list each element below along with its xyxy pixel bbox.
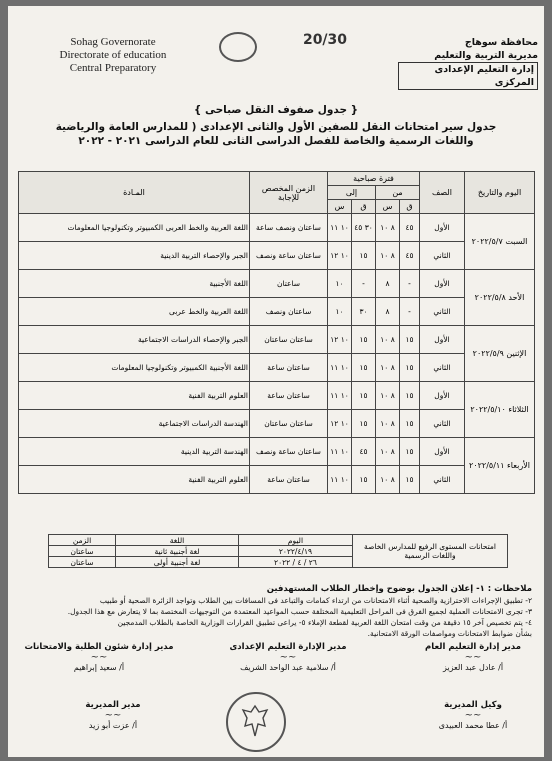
class-cell: الثاني	[420, 466, 465, 494]
exam-schedule-table	[18, 171, 535, 494]
notes-line: ٣- تجرى الامتحانات العملية لجميع الفرق فى المراحل التعليمية المختلفة حسب المواعيد المعتمدة من التوجيهات المختصة بما لا يتعارض مع هذا الجدول.	[67, 607, 532, 616]
vision-logo	[290, 32, 360, 48]
subject-cell: الهندسة التربية الدينية	[19, 438, 250, 466]
table-row	[19, 410, 535, 438]
header-en-line: Central Preparatory	[69, 62, 157, 74]
from-hour-cell: ٨ ١٠	[376, 438, 400, 466]
note-cell: ٢٦ / ٤ / ٢٠٢٢	[238, 557, 352, 568]
from-hour-cell: ٨ ١٠	[376, 382, 400, 410]
col-subject: المـادة	[19, 172, 250, 214]
day-date-cell: الإثنين ٢٠٢٢/٥/٩	[465, 326, 535, 382]
notes-section	[22, 584, 532, 639]
to-minute-cell: ١٥	[352, 410, 376, 438]
class-cell: الأول	[420, 326, 465, 354]
note-cell: ساعتان	[49, 546, 116, 557]
duration-cell: ساعتان ساعتان	[250, 410, 328, 438]
day-date-cell: الثلاثاء ٢٠٢٢/٥/١٠	[465, 382, 535, 438]
class-cell: الأول	[420, 214, 465, 242]
header-en-line: Directorate of education	[59, 49, 167, 61]
from-minute-cell: ١٥	[400, 410, 420, 438]
notes-line-1	[22, 584, 532, 595]
note-cell: لغة أجنبية أولى	[116, 557, 239, 568]
to-hour-cell: ١٠ ١٢	[328, 242, 352, 270]
duration-cell: ساعتان ساعة ونصف	[250, 242, 328, 270]
table-row	[19, 214, 535, 242]
to-hour-cell: ١٠ ١٢	[328, 410, 352, 438]
table-row	[19, 270, 535, 298]
to-hour-cell: ١٠	[328, 270, 352, 298]
signature-role: مدير المديرية	[85, 700, 141, 710]
from-hour-cell: ٨ ١٠	[376, 354, 400, 382]
to-hour-cell: ١٠ ١١	[328, 214, 352, 242]
signature-exams	[14, 642, 184, 672]
doc-title: { جدول صفوف النقل صباحى }	[193, 104, 359, 116]
duration-cell: ساعتان ونصف	[250, 298, 328, 326]
to-minute-cell: ٤٥	[352, 438, 376, 466]
notes-line: ٢- تطبيق الإجراءات الاحترازية والصحية أثناء الامتحانات من ارتداء كمامات والتباعد فى المسافات بين الطلاب وتواجد الزائرة الصحية أو طبيب	[99, 596, 532, 605]
header-english	[48, 36, 178, 75]
signature-name: أ/ سلامية عبد الواحد الشريف	[240, 663, 336, 672]
to-minute-cell: ١٥	[352, 382, 376, 410]
day-date-cell: الأربعاء ٢٠٢٢/٥/١١	[465, 438, 535, 494]
signature-deputy	[408, 700, 538, 730]
signature-scribble: ~~	[279, 652, 297, 663]
table-row	[19, 354, 535, 382]
signature-role: مدير إدارة شئون الطلبة والامتحانات	[24, 642, 174, 652]
col-to-hr: س	[328, 200, 352, 214]
header-ar-line: محافظة سوهاج	[464, 37, 538, 48]
subject-cell: اللغة العربية والخط العربى الكمبيوتر وتكنولوجيا المعلومات	[19, 214, 250, 242]
duration-cell: ساعتان ساعة ونصف	[250, 438, 328, 466]
table-row	[19, 438, 535, 466]
subject-cell: اللغة العربية والخط عربى	[19, 298, 250, 326]
table-row	[19, 382, 535, 410]
to-hour-cell: ١٠ ١١	[328, 354, 352, 382]
subject-cell: الجبر والإحصاء التربية الدينية	[19, 242, 250, 270]
notes-line: ٤- يتم تخصيص آخر ١٥ دقيقة من وقت امتحان اللغة العربية لقطعة الإملاء ٥- يراعى تطبيق القرارات الوزارية الخاصة بالطلاب المدمجين	[117, 618, 532, 627]
duration-cell: ساعتان ساعة	[250, 382, 328, 410]
class-cell: الأول	[420, 270, 465, 298]
eagle-emblem-icon	[240, 704, 270, 738]
to-minute-cell: ١٥	[352, 326, 376, 354]
to-hour-cell: ١٠ ١٢	[328, 326, 352, 354]
document-page	[8, 6, 544, 757]
vision-logo-text: 20/30	[302, 32, 348, 48]
from-hour-cell: ٨ ١٠	[376, 410, 400, 438]
duration-cell: ساعتان	[250, 270, 328, 298]
header-en-line: Sohag Governorate	[70, 36, 156, 48]
signature-name: أ/ عطا محمد العبيدى	[438, 721, 508, 730]
official-seal	[226, 692, 286, 752]
note-col-day: اليوم	[238, 535, 352, 546]
ministry-logo	[213, 32, 263, 62]
duration-cell: ساعتان ساعتان	[250, 326, 328, 354]
note-col-lang: اللغة	[116, 535, 239, 546]
table-row	[19, 326, 535, 354]
high-level-exams-table	[48, 534, 508, 568]
day-date-cell: السبت ٢٠٢٢/٥/٧	[465, 214, 535, 270]
col-from-min: ق	[400, 200, 420, 214]
class-cell: الأول	[420, 382, 465, 410]
note-cell: لغة أجنبية ثانية	[116, 546, 239, 557]
col-from-hr: س	[376, 200, 400, 214]
ministry-emblem-icon	[219, 32, 257, 62]
from-hour-cell: ٨	[376, 270, 400, 298]
notes-text: ١- إعلان الجدول بوضوح وإخطار الطلاب المستهدفين	[266, 584, 485, 594]
signature-role: مدير الإدارة التعليم الإعدادى	[229, 642, 347, 652]
signature-scribble: ~~	[464, 652, 482, 663]
doc-subtitle: جدول سير امتحانات النقل للصفين الأول والثانى الإعدادى ( للمدارس العامة والرياضية واللغات الرسمية والخاصة للفصل الدراسى الثانى للعام الدراسى ٢٠٢١ - ٢٠٢٢	[55, 121, 497, 147]
signature-director	[38, 700, 188, 730]
from-minute-cell: ١٥	[400, 354, 420, 382]
from-minute-cell: ٤٥	[400, 214, 420, 242]
to-hour-cell: ١٠ ١١	[328, 438, 352, 466]
class-cell: الأول	[420, 438, 465, 466]
table-row	[19, 242, 535, 270]
note-cell: ساعتان	[49, 557, 116, 568]
notes-label: ملاحظات :	[487, 584, 532, 594]
subject-cell: العلوم التربية الفنية	[19, 382, 250, 410]
day-date-cell: الأحد ٢٠٢٢/٥/٨	[465, 270, 535, 326]
from-hour-cell: ٨ ١٠	[376, 214, 400, 242]
from-hour-cell: ٨ ١٠	[376, 242, 400, 270]
note-cell: ٢٠٢٢/٤/١٩	[238, 546, 352, 557]
signature-name: أ/ عادل عبد العزيز	[442, 663, 504, 672]
from-hour-cell: ٨ ١٠	[376, 326, 400, 354]
header-arabic	[398, 36, 538, 90]
duration-cell: ساعتان ساعة	[250, 466, 328, 494]
to-minute-cell: ١٥	[352, 354, 376, 382]
col-from: من	[376, 186, 420, 200]
table-row	[19, 466, 535, 494]
subject-cell: اللغة الأجنبية	[19, 270, 250, 298]
table-row	[19, 298, 535, 326]
from-minute-cell: -	[400, 270, 420, 298]
signature-prep-ed	[208, 642, 368, 672]
notes-line: بشأن ضوابط الامتحانات ومواصفات الورقة الامتحانية.	[367, 629, 532, 638]
signature-scribble: ~~	[90, 652, 108, 663]
class-cell: الثاني	[420, 410, 465, 438]
class-cell: الثاني	[420, 298, 465, 326]
signature-role: وكيل المديرية	[444, 700, 502, 710]
duration-cell: ساعتان ونصف ساعة	[250, 214, 328, 242]
signature-name: أ/ سعيد إبراهيم	[73, 663, 125, 672]
from-minute-cell: -	[400, 298, 420, 326]
header-ar-line: مديرية التربية والتعليم	[434, 50, 538, 61]
class-cell: الثاني	[420, 354, 465, 382]
signature-scribble: ~~	[464, 710, 482, 721]
from-minute-cell: ١٥	[400, 438, 420, 466]
header-ar-line: إدارة التعليم الإعدادى المركزى	[398, 62, 538, 90]
col-to: إلى	[328, 186, 376, 200]
from-minute-cell: ١٥	[400, 466, 420, 494]
col-day: اليوم والتاريخ	[465, 172, 535, 214]
col-to-min: ق	[352, 200, 376, 214]
to-hour-cell: ١٠ ١١	[328, 382, 352, 410]
subject-cell: اللغة الأجنبية الكمبيوتر وتكنولوجيا المعلومات	[19, 354, 250, 382]
subject-cell: الجبر والإحصاء الدراسات الاجتماعية	[19, 326, 250, 354]
from-minute-cell: ١٥	[400, 326, 420, 354]
from-minute-cell: ١٥	[400, 382, 420, 410]
high-level-caption: امتحانات المستوى الرفيع للمدارس الخاصة واللغات الرسمية	[353, 535, 508, 568]
col-class: الصف	[420, 172, 465, 214]
from-hour-cell: ٨ ١٠	[376, 466, 400, 494]
from-hour-cell: ٨	[376, 298, 400, 326]
signature-general-ed	[408, 642, 538, 672]
subject-cell: الهندسة الدراسات الاجتماعية	[19, 410, 250, 438]
to-hour-cell: ١٠	[328, 298, 352, 326]
to-minute-cell: ٣٠	[352, 298, 376, 326]
to-minute-cell: ٣٠ ٤٥	[352, 214, 376, 242]
col-period: فترة صباحية	[328, 172, 420, 186]
signature-role: مدير إدارة التعليم العام	[425, 642, 521, 652]
duration-cell: ساعتان ساعة	[250, 354, 328, 382]
col-duration: الزمن المخصص للإجابة	[250, 172, 328, 214]
signature-name: أ/ عزت أبو زيد	[88, 721, 138, 730]
signature-scribble: ~~	[104, 710, 122, 721]
to-minute-cell: ١٥	[352, 242, 376, 270]
note-col-time: الزمن	[49, 535, 116, 546]
to-hour-cell: ١٠ ١١	[328, 466, 352, 494]
to-minute-cell: ١٥	[352, 466, 376, 494]
subject-cell: العلوم التربية الفنية	[19, 466, 250, 494]
class-cell: الثاني	[420, 242, 465, 270]
to-minute-cell: -	[352, 270, 376, 298]
from-minute-cell: ٤٥	[400, 242, 420, 270]
